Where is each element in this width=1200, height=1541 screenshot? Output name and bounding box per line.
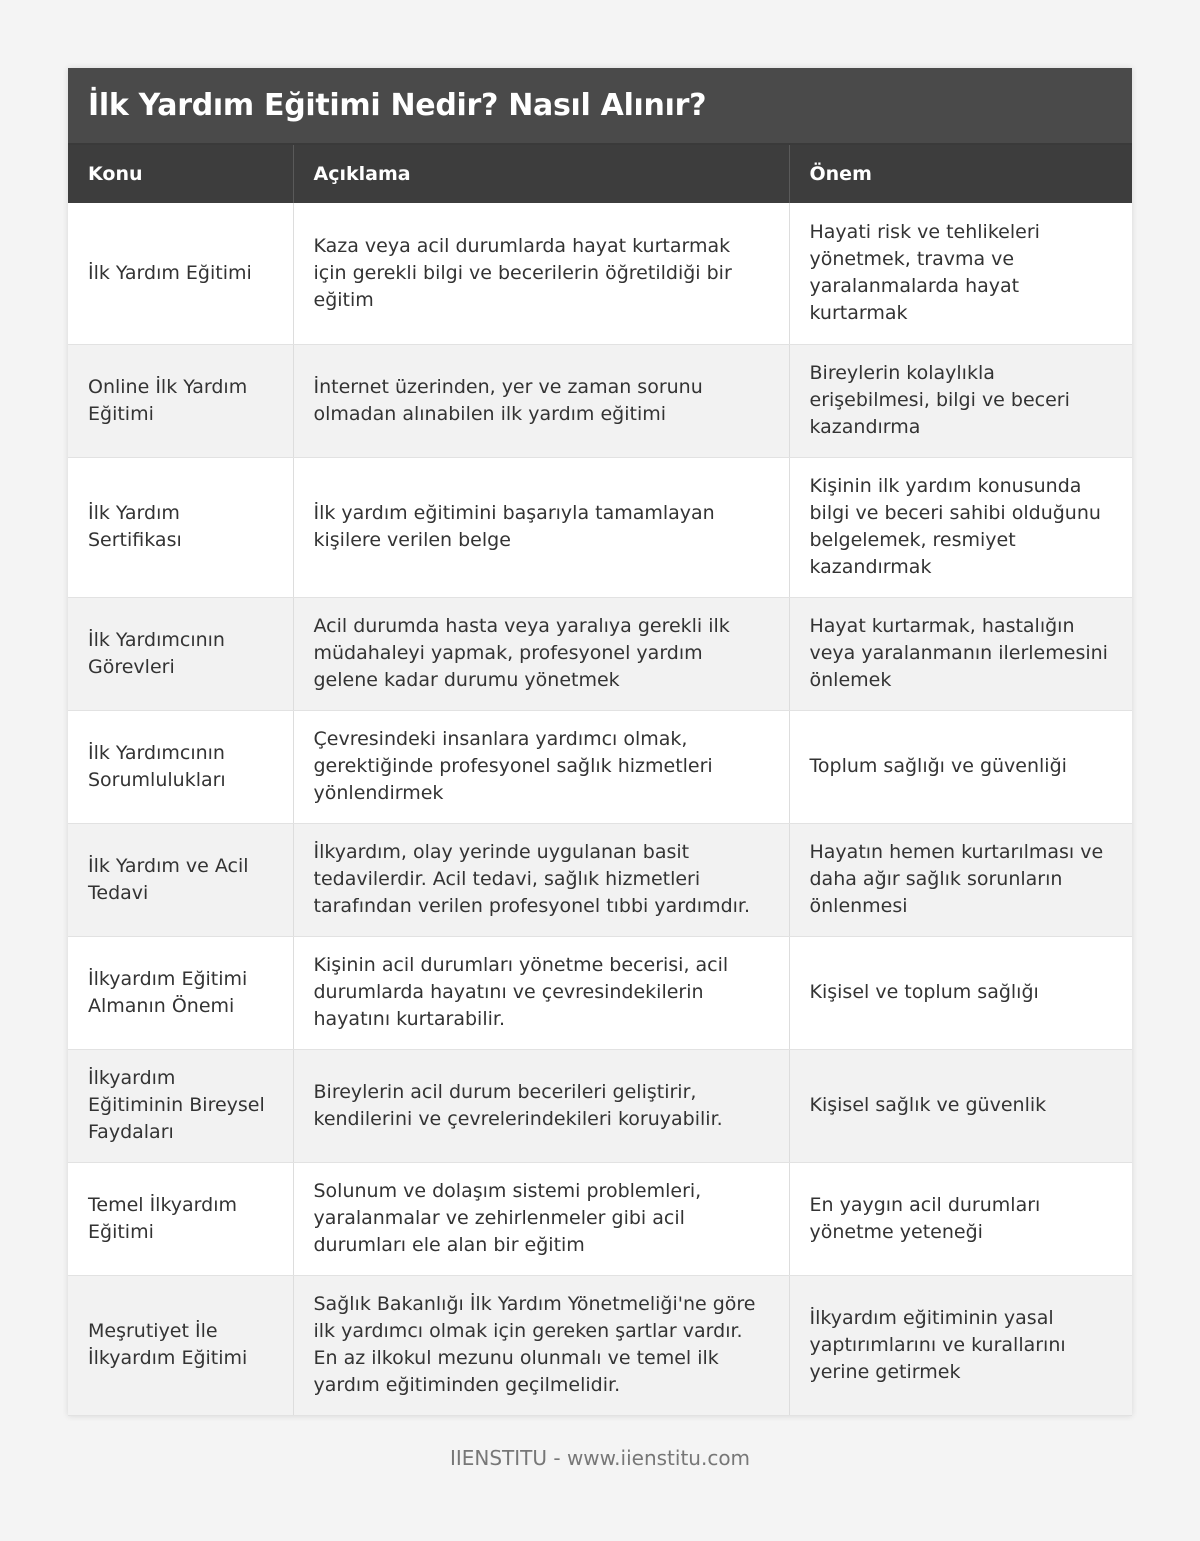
cell-onem: Hayat kurtarmak, hastalığın veya yaralanmanın ilerlemesini önlemek [789, 597, 1132, 710]
table-card [68, 68, 1132, 1416]
column-header-konu: Konu [68, 145, 293, 203]
cell-konu: Meşrutiyet İle İlkyardım Eğitimi [68, 1275, 293, 1415]
cell-konu: İlk Yardım ve Acil Tedavi [68, 823, 293, 936]
cell-aciklama: İnternet üzerinden, yer ve zaman sorunu olmadan alınabilen ilk yardım eğitimi [293, 344, 789, 457]
table-row [68, 936, 1132, 1049]
cell-konu: İlkyardım Eğitiminin Bireysel Faydaları [68, 1049, 293, 1162]
cell-aciklama: İlkyardım, olay yerinde uygulanan basit tedavilerdir. Acil tedavi, sağlık hizmetleri tarafından verilen profesyonel tıbbi yardımdır. [293, 823, 789, 936]
page-title: İlk Yardım Eğitimi Nedir? Nasıl Alınır? [88, 88, 707, 123]
cell-aciklama: Kaza veya acil durumlarda hayat kurtarmak için gerekli bilgi ve becerilerin öğretildiği bir eğitim [293, 203, 789, 344]
cell-aciklama: Solunum ve dolaşım sistemi problemleri, yaralanmalar ve zehirlenmeler gibi acil durumları ele alan bir eğitim [293, 1162, 789, 1275]
table-row [68, 710, 1132, 823]
table-row [68, 344, 1132, 457]
table-row [68, 457, 1132, 597]
footer-credit: IIENSTITU - www.iienstitu.com [449, 1446, 751, 1470]
column-header-aciklama: Açıklama [293, 145, 789, 203]
table-row [68, 1275, 1132, 1415]
cell-onem: En yaygın acil durumları yönetme yeteneği [789, 1162, 1132, 1275]
cell-konu: İlk Yardım Sertifikası [68, 457, 293, 597]
cell-onem: İlkyardım eğitiminin yasal yaptırımlarını ve kurallarını yerine getirmek [789, 1275, 1132, 1415]
cell-konu: İlkyardım Eğitimi Almanın Önemi [68, 936, 293, 1049]
cell-onem: Kişisel ve toplum sağlığı [789, 936, 1132, 1049]
cell-konu: İlk Yardım Eğitimi [68, 203, 293, 344]
cell-aciklama: İlk yardım eğitimini başarıyla tamamlayan kişilere verilen belge [293, 457, 789, 597]
table-row [68, 1049, 1132, 1162]
column-header-onem: Önem [789, 145, 1132, 203]
cell-aciklama: Acil durumda hasta veya yaralıya gerekli ilk müdahaleyi yapmak, profesyonel yardım gelene kadar durumu yönetmek [293, 597, 789, 710]
cell-aciklama: Kişinin acil durumları yönetme becerisi, acil durumlarda hayatını ve çevresindekilerin hayatını kurtarabilir. [293, 936, 789, 1049]
table-row [68, 597, 1132, 710]
title-bar [68, 68, 1132, 145]
table-row [68, 823, 1132, 936]
cell-onem: Kişinin ilk yardım konusunda bilgi ve beceri sahibi olduğunu belgelemek, resmiyet kazandırmak [789, 457, 1132, 597]
cell-onem: Kişisel sağlık ve güvenlik [789, 1049, 1132, 1162]
cell-aciklama: Çevresindeki insanlara yardımcı olmak, gerektiğinde profesyonel sağlık hizmetleri yönlendirmek [293, 710, 789, 823]
cell-konu: Online İlk Yardım Eğitimi [68, 344, 293, 457]
table-row [68, 1162, 1132, 1275]
cell-onem: Hayati risk ve tehlikeleri yönetmek, travma ve yaralanmalarda hayat kurtarmak [789, 203, 1132, 344]
cell-konu: İlk Yardımcının Görevleri [68, 597, 293, 710]
cell-aciklama: Sağlık Bakanlığı İlk Yardım Yönetmeliği'ne göre ilk yardımcı olmak için gereken şartlar vardır. En az ilkokul mezunu olunmalı ve temel ilk yardım eğitiminden geçilmelidir. [293, 1275, 789, 1415]
cell-onem: Toplum sağlığı ve güvenliği [789, 710, 1132, 823]
cell-konu: Temel İlkyardım Eğitimi [68, 1162, 293, 1275]
cell-onem: Hayatın hemen kurtarılması ve daha ağır sağlık sorunların önlenmesi [789, 823, 1132, 936]
cell-onem: Bireylerin kolaylıkla erişebilmesi, bilgi ve beceri kazandırma [789, 344, 1132, 457]
info-table [68, 145, 1132, 1416]
cell-aciklama: Bireylerin acil durum becerileri geliştirir, kendilerini ve çevrelerindekileri koruyabilir. [293, 1049, 789, 1162]
table-header-row [68, 145, 1132, 203]
table-row [68, 203, 1132, 344]
cell-konu: İlk Yardımcının Sorumlulukları [68, 710, 293, 823]
